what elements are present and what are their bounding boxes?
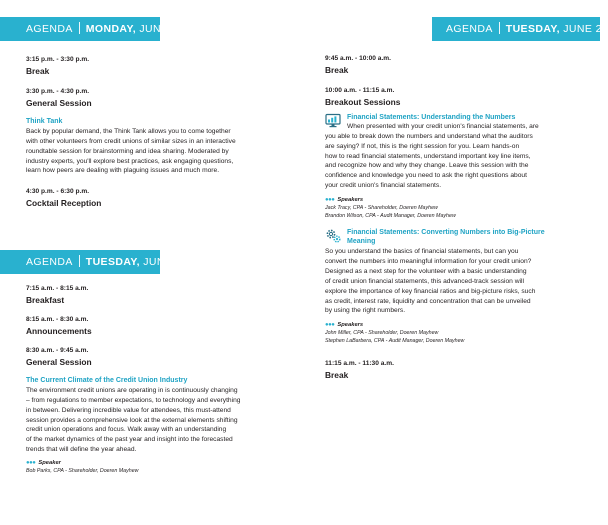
session-subtitle: Think Tank bbox=[26, 118, 63, 125]
description-line: confidence and knowledge you need to ask the right questions about bbox=[325, 172, 527, 180]
speaker-label: Speakers bbox=[337, 196, 364, 203]
session-description bbox=[26, 127, 281, 176]
description-line: your credit union's financial statements. bbox=[325, 182, 442, 190]
monitor-chart-icon bbox=[325, 113, 342, 128]
session-subtitle: The Current Climate of the Credit Union Industry bbox=[26, 377, 188, 384]
session-time: 9:45 a.m. - 10:00 a.m. bbox=[325, 55, 391, 62]
tuesday-late-morning-schedule bbox=[325, 55, 577, 380]
session-description bbox=[325, 247, 577, 316]
session-time: 11:15 a.m. - 11:30 a.m. bbox=[325, 359, 394, 367]
tuesday-morning-schedule bbox=[26, 285, 281, 475]
description-line: explore the importance of key financial ratios and big-picture risks, such bbox=[325, 287, 536, 295]
session-header bbox=[325, 228, 577, 246]
session-time: 7:15 a.m. - 8:15 a.m. bbox=[26, 285, 89, 292]
speaker-name: Jack Tracy, CPA - Shareholder, Doeren Mayhew bbox=[325, 204, 438, 211]
description-line: how to read financial statements, understand important key line items, bbox=[325, 152, 531, 160]
description-line: Back by popular demand, the Think Tank allows you to come together bbox=[26, 128, 231, 135]
band-divider bbox=[79, 22, 80, 34]
session-title: General Session bbox=[26, 98, 92, 108]
band-day: MONDAY, bbox=[85, 23, 137, 35]
bullet-dots-icon: ●●● bbox=[325, 196, 335, 203]
description-line: in between. Delivering incredible value for attendees, this must-attend bbox=[26, 406, 231, 414]
session-time: 3:15 p.m. - 3:30 p.m. bbox=[26, 56, 90, 63]
description-line: of the market dynamics of the past year and insight into the forecasted bbox=[26, 436, 233, 444]
description-line: So you understand the basics of financial statements, but can you bbox=[325, 248, 519, 256]
speaker-heading bbox=[26, 459, 281, 467]
monday-schedule bbox=[26, 56, 281, 208]
description-line: are saying? If not, this is the right session for you. Learn hands-on bbox=[325, 142, 520, 150]
speaker-heading bbox=[325, 321, 577, 329]
gears-icon bbox=[325, 228, 342, 243]
bullet-dots-icon: ●●● bbox=[26, 459, 36, 466]
session-title: Break bbox=[325, 369, 349, 380]
speaker-label: Speaker bbox=[38, 459, 61, 466]
description-line: learn how peers are dealing with plaguing issues and much more. bbox=[26, 167, 220, 175]
description-line: trends that will define the year ahead. bbox=[26, 446, 137, 454]
speaker-name: Stephen LaBarbera, CPA - Audit Manager, Doeren Mayhew bbox=[325, 338, 465, 345]
session-time: 8:30 a.m. - 9:45 a.m. bbox=[26, 347, 89, 354]
agenda-band-tuesday-left bbox=[0, 250, 189, 274]
band-date: JUNE 25 bbox=[563, 23, 608, 35]
breakout-session-2 bbox=[325, 228, 577, 345]
speaker-name: Brandon Wilson, CPA - Audit Manager, Doeren Mayhew bbox=[325, 213, 456, 220]
session-title: Break bbox=[26, 66, 50, 76]
description-line: session provides a comprehensive look at the external elements shifting bbox=[26, 416, 238, 424]
session-description bbox=[26, 386, 281, 455]
session-title: General Session bbox=[26, 357, 92, 367]
session-title: Break bbox=[325, 65, 349, 75]
band-date: JUNE 25 bbox=[143, 256, 189, 268]
session-title: Breakout Sessions bbox=[325, 97, 401, 107]
session-description bbox=[325, 132, 577, 191]
session-time: 8:15 a.m. - 8:30 a.m. bbox=[26, 316, 89, 323]
band-day: TUESDAY, bbox=[505, 23, 560, 35]
description-line: industry experts, you'll explore best practices, ask engaging questions, bbox=[26, 157, 234, 165]
session-time: 4:30 p.m. - 6:30 p.m. bbox=[26, 188, 90, 196]
band-divider bbox=[79, 255, 80, 267]
description-line: The environment credit unions are operating in is continuously changing bbox=[26, 387, 238, 394]
band-day: TUESDAY, bbox=[85, 256, 140, 268]
description-line: – from regulations to member expectations, to technology and everything bbox=[26, 396, 241, 404]
agenda-band-monday bbox=[0, 17, 185, 41]
speaker-heading bbox=[325, 196, 577, 204]
description-line: as credit, interest rate, liquidity and concentration that can be unveiled bbox=[325, 297, 531, 305]
description-line: by using the right numbers. bbox=[325, 307, 406, 315]
speaker-name: John Miller, CPA - Shareholder, Doeren Mayhew bbox=[325, 330, 439, 337]
session-time: 3:30 p.m. - 4:30 p.m. bbox=[26, 88, 90, 95]
session-title: Cocktail Reception bbox=[26, 198, 102, 209]
band-prefix: AGENDA bbox=[446, 23, 493, 35]
description-line: convert the numbers into meaningful information for your credit union? bbox=[325, 258, 532, 266]
description-line: credit union operations and focus. Walk away with an understanding bbox=[26, 426, 227, 434]
description-line: of credit union financial statements, this advanced-track session will bbox=[325, 277, 524, 285]
description-line: Designed as a next step for the volunteer with a basic understanding bbox=[325, 268, 527, 275]
band-prefix: AGENDA bbox=[26, 23, 73, 35]
session-subtitle: Financial Statements: Converting Numbers into Big-Picture bbox=[347, 229, 545, 237]
session-title: Announcements bbox=[26, 326, 92, 336]
agenda-band-tuesday-right bbox=[432, 17, 608, 41]
band-divider bbox=[499, 22, 500, 34]
session-title: Breakfast bbox=[26, 295, 65, 305]
description-line: you able to break down the numbers and understand what the auditors bbox=[325, 132, 533, 140]
session-time: 10:00 a.m. - 11:15 a.m. bbox=[325, 87, 395, 94]
band-prefix: AGENDA bbox=[26, 256, 73, 268]
session-subtitle-cont: Meaning bbox=[347, 238, 376, 246]
speaker-name: Bob Parks, CPA - Shareholder, Doeren Mayhew bbox=[26, 467, 139, 474]
description-line: roundtable session for brainstorming and idea sharing. Moderated by bbox=[26, 147, 229, 155]
bullet-dots-icon: ●●● bbox=[325, 322, 335, 329]
session-header bbox=[325, 113, 577, 132]
breakout-session-1 bbox=[325, 113, 577, 220]
description-line: When presented with your credit union's financial statements, are bbox=[347, 123, 539, 130]
description-line: with other volunteers from credit unions of similar sizes in an interactive bbox=[26, 137, 236, 145]
session-subtitle: Financial Statements: Understanding the Numbers bbox=[347, 114, 516, 121]
speaker-label: Speakers bbox=[337, 322, 364, 329]
description-line: and recognize how and why they change. Leave this session with the bbox=[325, 162, 529, 170]
band-date: JUNE 24 bbox=[139, 23, 185, 35]
